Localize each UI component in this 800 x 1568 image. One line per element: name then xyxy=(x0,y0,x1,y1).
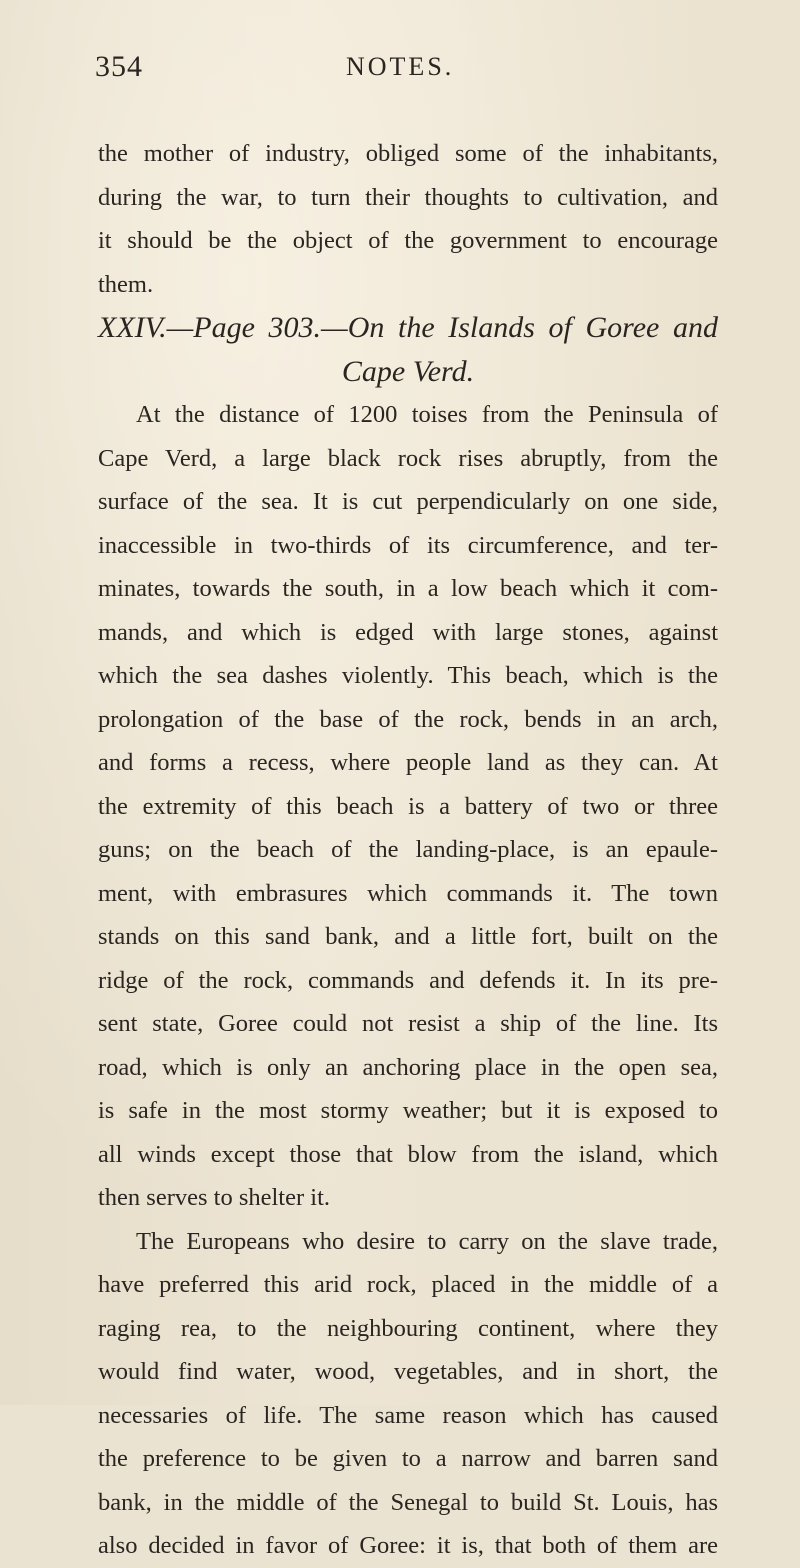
text-line: the extremity of this beach is a battery of two or three xyxy=(98,792,718,820)
text-line: mands, and which is edged with large stones, against xyxy=(98,618,718,646)
text-line: and forms a recess, where people land as they can. At xyxy=(98,749,718,776)
text-line: the mother of industry, obliged some of the inhabitants, xyxy=(98,140,718,167)
running-head: NOTES. xyxy=(346,52,455,81)
text-line: stands on this sand bank, and a little fort, built on the xyxy=(98,923,718,950)
text-line: is safe in the most stormy weather; but it is exposed to xyxy=(98,1097,718,1124)
text-line: ment, with embrasures which commands it. The town xyxy=(98,879,718,907)
text-line: would find water, wood, vegetables, and in short, the xyxy=(98,1358,718,1385)
body-text xyxy=(98,132,718,1568)
text-line: prolongation of the base of the rock, bends in an arch, xyxy=(98,705,718,733)
text-line: raging rea, to the neighbouring continent, where they xyxy=(98,1314,718,1342)
text-line: Cape Verd, a large black rock rises abruptly, from the xyxy=(98,444,718,472)
text-line: then serves to shelter it. xyxy=(98,1184,331,1211)
text-line: them. xyxy=(98,270,154,298)
text-line: At the distance of 1200 toises from the Peninsula of xyxy=(136,401,718,428)
text-line: have preferred this arid rock, placed in the middle of a xyxy=(98,1271,718,1298)
text-line: during the war, to turn their thoughts to cultivation, and xyxy=(98,183,718,211)
text-line: also decided in favor of Goree: it is, that both of them are xyxy=(98,1532,718,1559)
text-line: The Europeans who desire to carry on the slave trade, xyxy=(136,1227,718,1255)
text-line: necessaries of life. The same reason which has caused xyxy=(98,1401,718,1429)
text-line: bank, in the middle of the Senegal to build St. Louis, has xyxy=(98,1488,718,1516)
text-line: minates, towards the south, in a low beach which it com- xyxy=(98,575,718,602)
text-line: inaccessible in two-thirds of its circumference, and ter- xyxy=(98,531,718,559)
text-line: all winds except those that blow from the island, which xyxy=(98,1140,718,1168)
text-line: road, which is only an anchoring place in the open sea, xyxy=(98,1053,718,1081)
page-header xyxy=(0,50,800,100)
text-line: surface of the sea. It is cut perpendicularly on one side, xyxy=(98,488,718,515)
text-line: the preference to be given to a narrow and barren sand xyxy=(98,1445,718,1472)
text-line: sent state, Goree could not resist a ship of the line. Its xyxy=(98,1010,718,1037)
section-heading-continued: Cape Verd. xyxy=(341,354,475,388)
text-line: which the sea dashes violently. This beach, which is the xyxy=(98,662,718,689)
page-number: 354 xyxy=(95,50,143,83)
text-line: ridge of the rock, commands and defends it. In its pre- xyxy=(98,966,718,994)
section-heading: XXIV.—Page 303.—On the Islands of Goree and xyxy=(98,311,718,344)
text-line: guns; on the beach of the landing-place, is an epaule- xyxy=(98,836,718,863)
text-line: it should be the object of the government to encourage xyxy=(98,227,718,254)
